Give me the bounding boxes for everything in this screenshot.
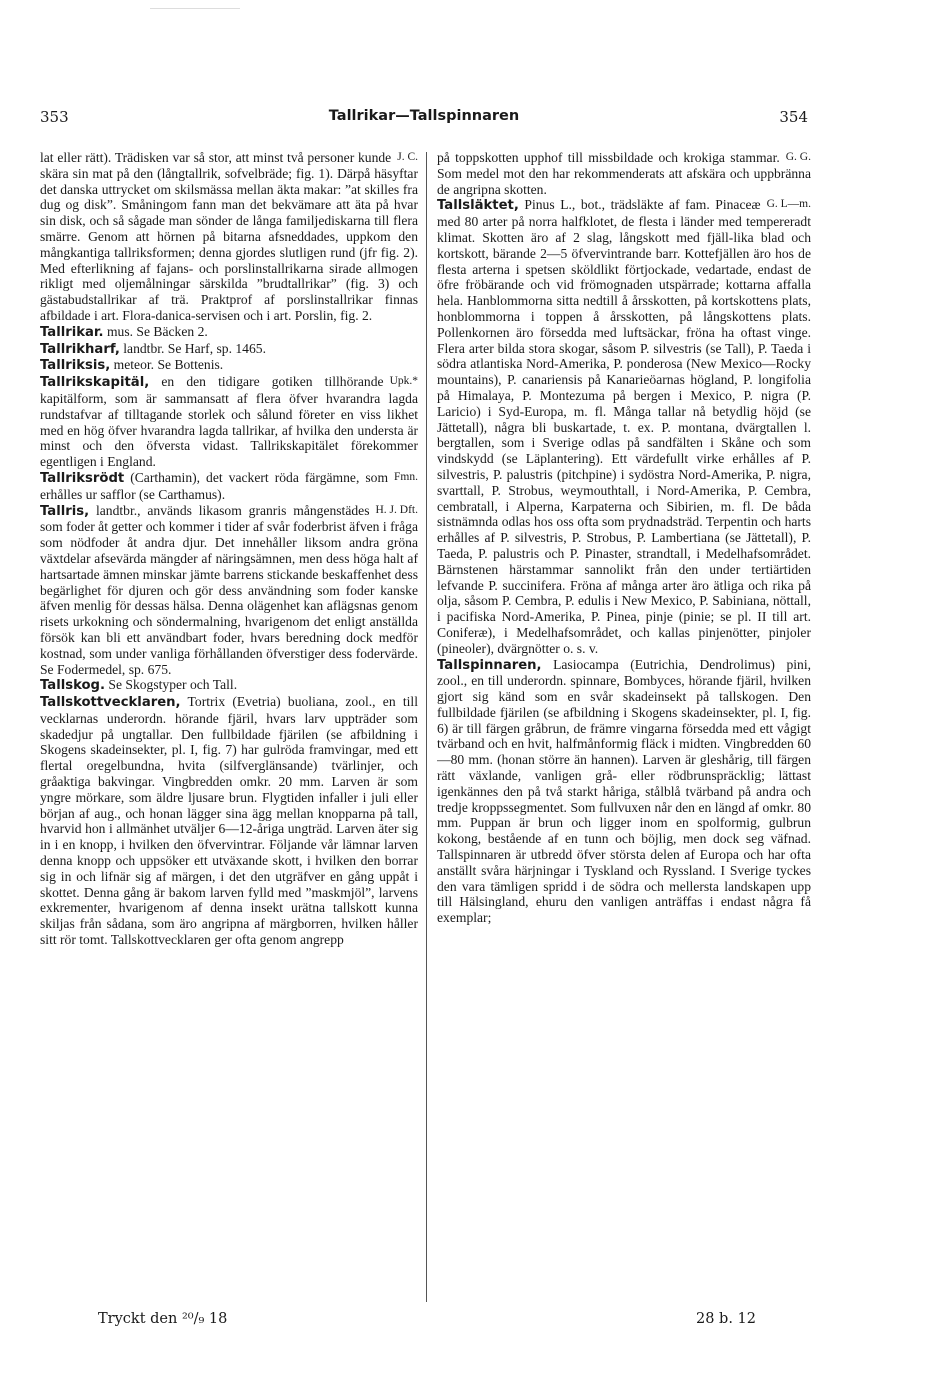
entry-text: landtbr. Se Harf, sp. 1465. (119, 340, 266, 356)
encyclopedia-entry (437, 197, 811, 656)
entry-headword: Tallrikharf, (40, 341, 120, 357)
encyclopedia-entry (40, 374, 418, 470)
entry-headword: Tallsläktet, (437, 198, 519, 214)
left-column (40, 150, 418, 1310)
entry-headword: Tallrikar. (40, 324, 104, 340)
entry-headword: Tallskog. (40, 678, 106, 694)
entry-text: mus. Se Bäcken 2. (103, 323, 208, 339)
entry-text: (Carthamin), det vackert röda färgämne, som erhålles ur safflor (se Carthamus). (40, 469, 389, 502)
entry-text: Tortrix (Evetria) buoliana, zool., en till vecklarnas underordn. hörande fjäril, hvars larv uppträder som skadedjur på ungtallar. Den fullbildade fjärilen (se afbildning i Skogens skadeinsekter, pl. I, fig. 7) har gulröda framvingar, med ett flertal oregelbundna, hvita (silfverglänsande) tvärlinjer, och gråaktiga bakvingar. Vingbredden omkr. 20 mm. Larven är som yngre mörkare, som äldre ljusare brun. Flygtiden infaller i juli eller början af aug., och honan lägger sina ägg mellan knopparna på tall, hvarvid hon i allmänhet utväljer 6—12-åriga ungträd. Larven äter sig in i en knopp, i hvilken den öfvervintrar. Följande vår lämnar larven denna knopp och uppsöker ett utväxande skott, i hvilken den borrar sig in och lifnär sig af märgen, i det den utgräfver en gång uppåt i skottet. Denna gång är bakom larven fylld med ”maskmjöl”, larvens exkrementer, hvarigenom af denna insekt urätna tallskott kunna skiljas från sådana, som äro angripna af märgborren, hvilken håller sitt rör tomt. Tallskottvecklaren ger ofta genom angrepp (40, 694, 418, 948)
page-footer (40, 1311, 810, 1333)
encyclopedia-entry (40, 694, 418, 948)
scan-artifact (150, 8, 240, 9)
encyclopedia-entry (40, 324, 418, 341)
right-column (437, 150, 811, 1310)
page-number-right: 354 (779, 108, 808, 126)
encyclopedia-entry (437, 657, 811, 927)
author-signature: G. G. (785, 151, 811, 163)
encyclopedia-entry (40, 677, 418, 694)
author-signature: Fmn. (394, 470, 418, 483)
entry-continuation (40, 150, 418, 324)
encyclopedia-entry (40, 470, 418, 503)
column-divider (426, 152, 427, 1302)
author-signature: Upk.* (389, 375, 418, 388)
entry-text: på toppskotten upphof till missbildade och krokiga stammar. Som medel mot den har rekommenderats att afskära och uppbränna de angripna skotten. (437, 150, 811, 197)
entry-headword: Tallriksrödt (40, 470, 125, 486)
author-signature: J. C. (397, 151, 418, 163)
entry-text: Pinus L., bot., trädsläkte af fam. Pinaceæ med 80 arter på norra halfklotet, de flesta i länder med tempereradt klimat. Skotten äro af 2 slag, långskott med fjäll-lika blad och kortskott, bärande 2—5 öfvervintrande barr. Kottefjällen äro hos de flesta arterna i spetsen sköldlikt förtjockade, vedartade, endast de öfre fröbärande och vid frömognaden utspärrade; kottarna affalla hela. Hanblommorna sitta nedtill å årsskotten, på kortskottens plats, honblommorna i toppen å årsskotten, på långskottens plats. Pollenkornen äro försedda med luftsäckar, fröna ha oftast vinge. Flera arter bilda stora skogar, såsom P. silvestris (se Tall), P. Taeda i södra atlantiska Nord-Amerika, P. ponderosa (New Mexico—Rocky mountains), P. canariensis på Kanarieöarnas högland, P. longifolia på Himalaya, P. Montezuma på bergen i Mexico, P. nigra (P. Laricio) i Syd-Europa, m. fl. Många tallar nå betydlig höjd (se Jättetall), några bli buskartade, t. ex. P. montana, dvärgtallen l. bergtallen, som i Sverige odlas på sandfälten i Skåne och som vindskydd (se Läplantering). Ett värdefullt virke erhålles af P. silvestris, P. palustris (pitchpine) i sydöstra Nord-Amerika, P. nigra, svarttall, P. Strobus, weymouthtall, i Nord-Amerika, P. Cembra, cembratall, i Alperna, Karpaterna och Sibirien, m. fl. De båda sistnämnda odlas hos oss ofta som prydnadsträd. Terpentin och harts erhålles af P. silvestris, P. Strobus, P. Lambertiana (se Jättetall), P. Taeda, P. palustris och P. Pinaster, strandtall, i Medelhafsområdet. Bärnstenen härstammar sannolikt från den under tertiärtiden lefvande P. succinifera. Fröna af många arter äro ätliga och rika på olja, såsom P. Cembra, P. edulis i New Mexico, P. Sabiniana, nöttall, i pacifiska Nord-Amerika, P. Pinea, pinje (pinie; se pl. II till art. Coniferæ), i Medelhafsområdet, och kallas pinjenötter, pinjoler (pineoler), dvärgnötter o. s. v. (437, 197, 811, 656)
encyclopedia-entry (40, 357, 418, 374)
entry-headword: Tallrikskapitäl, (40, 375, 150, 391)
entry-text: Se Skogstyper och Tall. (105, 677, 238, 693)
page-header (40, 108, 808, 132)
running-title: Tallrikar—Tallspinnaren (328, 108, 520, 124)
encyclopedia-entry (40, 341, 418, 358)
page-number-left: 353 (40, 108, 69, 126)
author-signature: G. L—m. (766, 198, 811, 211)
entry-text: landtbr., används likasom granris mångenstädes som foder åt getter och kommer i tider af svår foderbrist äfven i fråga som nödfoder åt andra djur. Det innehåller liksom andra gröna växtdelar afsevärda mängder af näringsämnen, men dess höga halt af hartsartade ämnen minskar jämte barrens stickande beskaffenhet dess begärlighet för djuren och gör dess användning som foder kanske äfven menlig för dessas hälsa. Denna olägenhet kan aflägsnas genom risets urkokning och söndermalning, hvarigenom det enligt anställda försök kan bli ett användbart foder, hvars beredning dock medför kostnad, som under vanliga förhållanden öfverstiger dess fodervärde. Se Fodermedel, sp. 675. (40, 502, 418, 677)
author-signature: H. J. Dft. (375, 503, 418, 516)
entry-headword: Tallskottvecklaren, (40, 695, 181, 711)
entry-headword: Tallriksis, (40, 358, 111, 374)
print-date: Tryckt den ²⁰/₉ 18 (98, 1311, 228, 1327)
signature-mark: 28 b. 12 (695, 1311, 756, 1327)
entry-headword: Tallspinnaren, (437, 657, 542, 673)
entry-continuation (437, 150, 811, 197)
encyclopedia-entry (40, 503, 418, 678)
entry-text: lat eller rätt). Trädisken var så stor, att minst två personer kunde skära sin mat på den (långtallrik, sofvelbräde; fig. 1). Därpå häsyftar det danska uttrycket om skilsmässa mellan äkta makar: ”at skilles fra dug og disk”. Småningom fann man det bekvämare att äta på hvar sin disk, och så sågade man sönder de långa familjediskarna till flera smärre. Genom att hörnen på bitarna afsneddades, uppkom den mångkantiga tallriksformen; denna gjordes slutligen rund (jfr fig. 2). Med efterlikning af fajans- och porslinstallrikarna sirade allmogen rikligt med oljemålningar särskilda ”brudtallrikar” (fig. 3) och gästabudstallrikar af trä. Praktprof af porslinstallrikar finnas afbildade i art. Flora-danica-servisen och i art. Porslin, fig. 2. (40, 150, 418, 323)
entry-text: en den tidigare gotiken tillhörande kapitälform, som är sammansatt af flera öfver hvarandra lagda rundstafvar af tilltagande storlek och sålund företer en viss likhet med en hög öfver hvarandra lagda tallrikar, af hvilka den understa är minst och den öfversta vidast. Tallrikskapitälet förekommer egentligen i England. (40, 374, 418, 470)
entry-text: Lasiocampa (Eutrichia, Dendrolimus) pini, zool., en till underordn. spinnare, Bombyces, hörande fjäril, hvilken gjort sig känd som en svår skadeinsekt på tallskogen. Den fullbildade fjärilen (se afbildning i Skogens skadeinsekter, pl. I, fig. 6) är till färgen gråbrun, de främre vingarna försedda med ett vågigt tvärband och en hvit, halfmånformig fläck i midten. Vingbredden 60—80 mm. (honan större än hannen). Larven är gleshårig, till färgen rätt växlande, vanligen grå- eller rödbrunspräcklig; lättast igenkännes den på två starkt håriga, stålblå tvärband på andra och tredje kroppssegmentet. Som fullvuxen når den en längd af omkr. 80 mm. Puppan är brun och ligger inom en spolformig, gulbrun kokong, bestående af en tunn och böjlig, men dock seg väfnad. Tallspinnaren är utbredd öfver största delen af Europa och har ofta anställt svåra härjningar i Tyskland och Ryssland. I Sverige tyckes den vara tämligen spridd i de södra och mellersta landskapen upp till Hälsingland, ehuru den vanligen anträffas i endast några få exemplar; (437, 656, 811, 926)
entry-headword: Tallris, (40, 503, 90, 519)
entry-text: meteor. Se Bottenis. (110, 357, 224, 373)
